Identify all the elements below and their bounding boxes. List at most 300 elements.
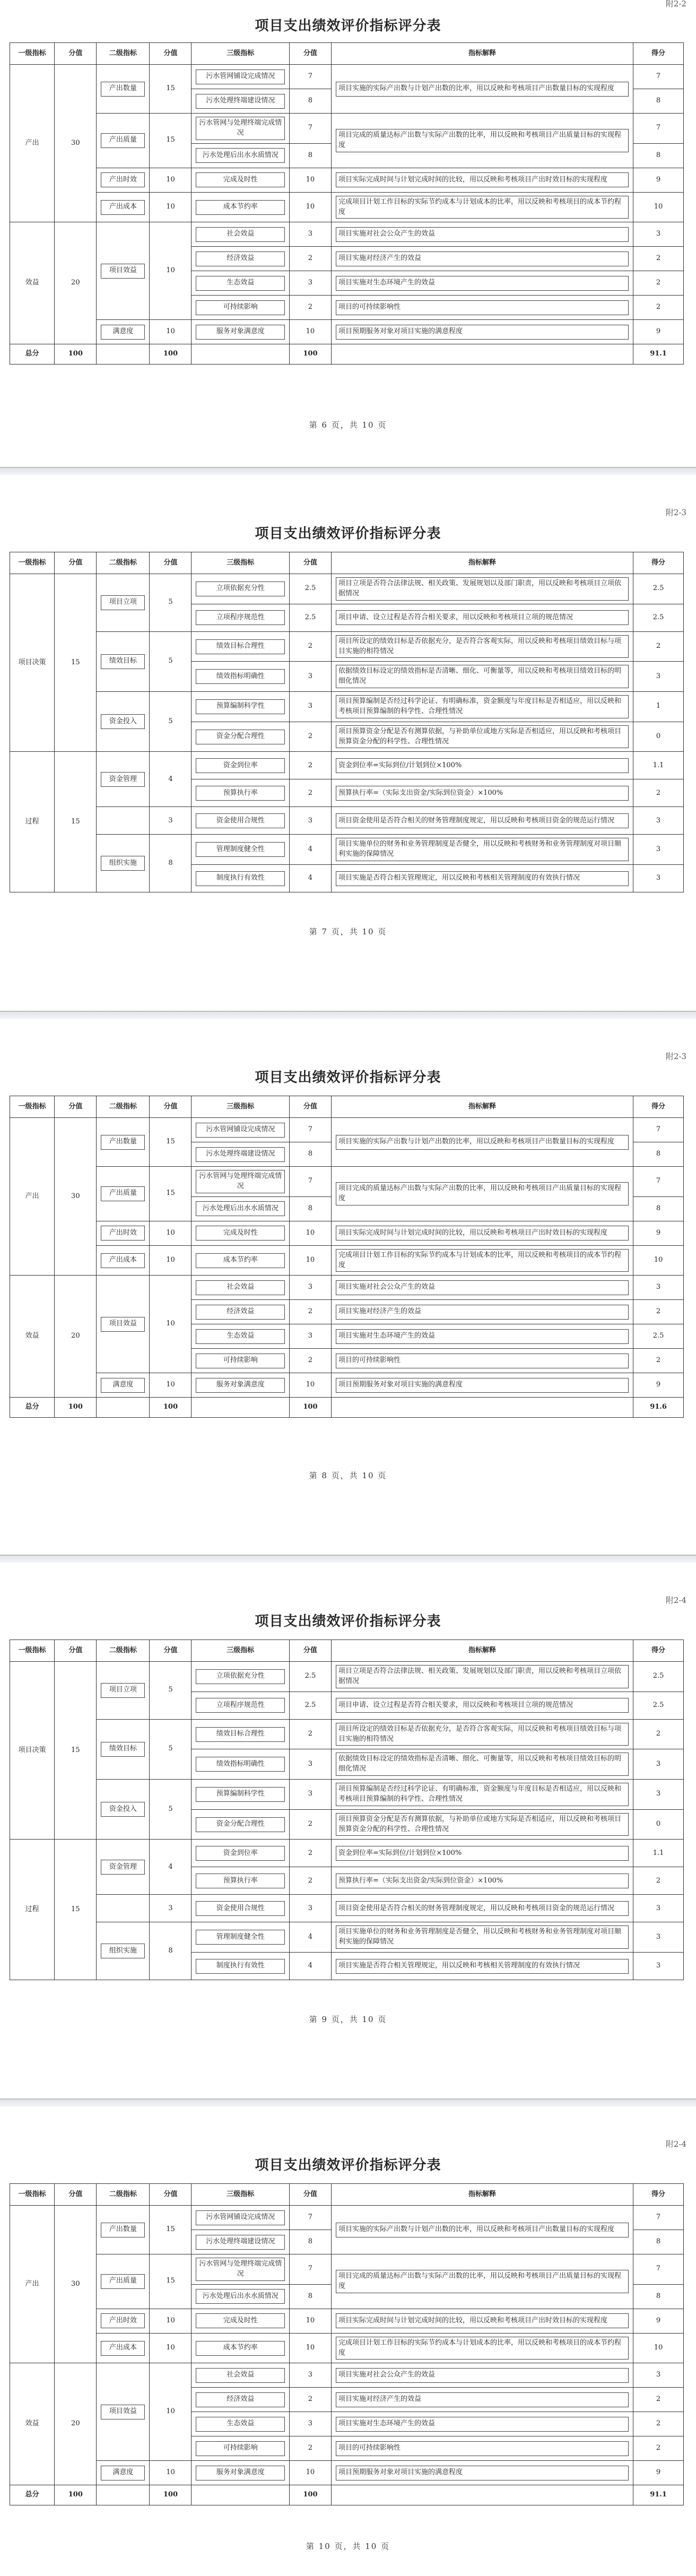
header-cell: 二级指标 [97,1640,150,1662]
level3-box: 立项程序规范性 [196,1698,284,1713]
explanation-box: 项目实际完成时间与计划完成时间的比较，用以反映和考核项目产出时效目标的实现程度 [336,172,629,187]
level3-score: 8 [289,1142,331,1167]
table-row [10,1922,684,1953]
level3-box: 污水管网与处理终端完成情况 [196,2258,284,2281]
score-value: 0 [633,1809,684,1840]
level1-score: 20 [55,1276,97,1398]
header-cell: 分值 [55,43,97,65]
score-value: 9 [633,320,684,344]
level1-score: 15 [55,574,97,752]
score-value: 1.1 [633,1840,684,1867]
level3-box: 成本节约率 [196,2341,284,2356]
indicator-explanation [331,604,633,631]
total-row [10,344,684,365]
level3-score: 2 [289,296,331,320]
level3-score: 3 [289,2412,331,2436]
level3-box: 可持续影响 [196,2441,284,2456]
total-empty [192,1398,289,1418]
indicator-explanation [331,752,633,779]
page-footer: 第 10 页，共 10 页 [306,2542,390,2551]
level2-indicator [97,1719,150,1779]
total-label: 总分 [10,2485,55,2505]
level2-score: 5 [150,1780,192,1840]
level2-box: 组织实施 [101,1944,145,1958]
level3-indicator [192,722,289,752]
header-cell: 分值 [289,43,331,65]
page-1 [0,0,696,467]
level2-indicator [97,692,150,752]
table-row [10,1167,684,1197]
score-value: 7 [633,2206,684,2230]
level2-indicator [97,168,150,192]
score-value: 2 [633,1300,684,1324]
level1-indicator: 过程 [10,1840,55,1980]
level3-indicator [192,752,289,779]
level3-indicator [192,1167,289,1197]
header-cell: 指标解释 [331,2184,633,2206]
indicator-explanation [331,1840,633,1867]
level2-indicator [97,1167,150,1221]
header-cell: 二级指标 [97,2184,150,2206]
level1-indicator: 产出 [10,1118,55,1276]
indicator-explanation [331,1749,633,1780]
explanation-box: 项目的可持续影响性 [336,2441,629,2456]
level2-box: 产出时效 [101,172,145,187]
level3-box: 绩效目标合理性 [196,639,284,654]
level3-indicator [192,1300,289,1324]
score-value: 9 [633,2461,684,2485]
explanation-box: 项目实施单位的财务和业务管理制度是否健全，用以反映和考核财务和业务管理制度对项目顺利实施的保障情况 [336,838,629,861]
explanation-box: 完成项目计划工作目标的实际节约成本与计划成本的比率，用以反映和考核项目的成本节约程度 [336,196,629,219]
level3-indicator [192,2461,289,2485]
level3-score: 10 [289,192,331,222]
explanation-box: 资金到位率=实际到位/计划到位×100% [336,758,629,773]
level3-indicator [192,807,289,835]
level1-score: 30 [55,1118,97,1276]
explanation-box: 项目实施对社会公众产生的效益 [336,2368,629,2383]
level2-score: 5 [150,574,192,632]
level3-score: 2 [289,1840,331,1867]
level3-indicator [192,574,289,604]
header-cell: 分值 [289,552,331,574]
level3-box: 可持续影响 [196,1354,284,1368]
level3-score: 2 [289,1719,331,1749]
level2-score: 15 [150,1167,192,1221]
indicator-explanation [331,1324,633,1349]
level3-box: 社会效益 [196,227,284,242]
level3-box: 污水管网铺设完成情况 [196,70,284,84]
level2-box: 产出数量 [101,1135,145,1150]
explanation-box: 项目所设定的绩效目标是否依据充分，是否符合客观实际，用以反映和考核项目绩效目标与项目实施的相符情况 [336,635,629,658]
level3-box: 污水管网铺设完成情况 [196,1123,284,1138]
level2-indicator [97,1895,150,1922]
level1-indicator: 效益 [10,1276,55,1398]
explanation-box: 项目的可持续影响性 [336,300,629,315]
score-value: 2.5 [633,1662,684,1692]
level1-indicator: 效益 [10,222,55,344]
level3-box: 立项依据充分性 [196,582,284,596]
level3-indicator [192,1245,289,1276]
attachment-label: 附2-2 [665,0,686,8]
score-value: 8 [633,1142,684,1167]
level3-indicator [192,692,289,722]
level2-score: 8 [150,835,192,892]
score-value: 2 [633,271,684,296]
indicator-explanation [331,1373,633,1398]
level3-indicator [192,1142,289,1167]
level3-box: 成本节约率 [196,1253,284,1268]
level3-indicator [192,296,289,320]
indicator-explanation [331,1953,633,1980]
table-row [10,2309,684,2333]
table-row [10,1662,684,1692]
level1-score: 15 [55,752,97,892]
level2-box: 产出质量 [101,2274,145,2289]
explanation-box: 项目完成的质量达标产出数与实际产出数的比率，用以反映和考核项目产出质量目标的实现程度 [336,1182,629,1205]
explanation-box: 项目实施的实际产出数与计划产出数的比率，用以反映和考核项目产出数量目标的实现程度 [336,1135,629,1150]
level2-score: 15 [150,1118,192,1167]
header-cell: 分值 [55,1640,97,1662]
level3-box: 绩效目标合理性 [196,1727,284,1742]
level1-score: 30 [55,65,97,222]
indicator-explanation [331,865,633,892]
level3-indicator [192,662,289,692]
level3-box: 资金到位率 [196,1846,284,1861]
explanation-box: 项目申请、设立过程是否符合相关要求，用以反映和考核项目立项的规范情况 [336,1698,629,1713]
table-row [10,2363,684,2388]
level2-indicator [97,2333,150,2363]
level2-box: 产出时效 [101,2313,145,2328]
table-row [10,2254,684,2285]
level3-indicator [192,1662,289,1692]
indicator-explanation [331,2388,633,2412]
score-value: 2 [633,2436,684,2461]
score-value: 10 [633,192,684,222]
level2-indicator [97,1276,150,1373]
explanation-box: 项目实施对经济产生的效益 [336,2392,629,2407]
total-v3: 100 [289,1398,331,1418]
level3-indicator [192,2284,289,2309]
table-row [10,2333,684,2363]
indicator-explanation [331,65,633,114]
level3-box: 预算编制科学性 [196,1787,284,1802]
indicator-explanation [331,1167,633,1221]
explanation-box: 项目立项是否符合法律法规、相关政策、发展规划以及部门职责，用以反映和考核项目立项依据情况 [336,1665,629,1688]
explanation-box: 项目完成的质量达标产出数与实际产出数的比率，用以反映和考核项目产出质量目标的实现程度 [336,2270,629,2293]
table-title: 项目支出绩效评价指标评分表 [255,1070,441,1086]
level2-score: 3 [150,1895,192,1922]
explanation-box: 预算执行率=（实际支出资金/实际到位资金）×100% [336,1874,629,1888]
indicator-explanation [331,2412,633,2436]
level3-indicator [192,247,289,271]
table-row [10,168,684,192]
total-empty [97,1398,150,1418]
level3-indicator [192,1780,289,1810]
level3-box: 生态效益 [196,2417,284,2432]
score-value: 1.1 [633,752,684,779]
page-4 [0,1563,696,2098]
total-v3: 100 [289,2485,331,2505]
indicator-explanation [331,631,633,662]
indicator-explanation [331,574,633,604]
level2-score: 15 [150,65,192,114]
level3-score: 2 [289,631,331,662]
indicator-explanation [331,271,633,296]
level3-score: 8 [289,2230,331,2254]
explanation-box: 项目实施是否符合相关管理规定，用以反映和考核相关管理制度的有效执行情况 [336,1959,629,1974]
level3-score: 8 [289,143,331,168]
explanation-box: 项目申请、设立过程是否符合相关要求，用以反映和考核项目立项的规范情况 [336,610,629,625]
level3-indicator [192,1349,289,1373]
level2-score: 15 [150,2254,192,2309]
explanation-box: 项目预算资金分配是否有测算依据，与补助单位或地方实际是否相适应，用以反映和考核项目预算资金分配的科学性、合理性情况 [336,725,629,749]
attachment-label: 附2-3 [665,1052,686,1061]
table-row [10,1221,684,1245]
level3-score: 2.5 [289,1692,331,1719]
level3-score: 10 [289,1245,331,1276]
level3-indicator [192,2388,289,2412]
score-table [10,42,684,365]
level2-score: 3 [150,807,192,835]
score-value: 8 [633,2230,684,2254]
level3-indicator [192,1922,289,1953]
level3-indicator [192,1809,289,1840]
score-value: 7 [633,1118,684,1142]
level2-box: 产出成本 [101,2341,145,2356]
level2-box: 产出成本 [101,200,145,215]
level3-indicator [192,1840,289,1867]
header-row [10,1096,684,1118]
indicator-explanation [331,1221,633,1245]
table-row [10,114,684,144]
explanation-box: 项目所设定的绩效目标是否依据充分，是否符合客观实际，用以反映和考核项目绩效目标与项目实施的相符情况 [336,1723,629,1746]
level3-box: 污水处理后出水水质情况 [196,1201,284,1216]
score-value: 1 [633,692,684,722]
level2-box: 资金投入 [101,1802,145,1817]
level3-score: 7 [289,2206,331,2230]
level3-score: 2 [289,1809,331,1840]
level3-score: 10 [289,1373,331,1398]
level2-box: 产出时效 [101,1226,145,1241]
table-row [10,65,684,89]
level3-score: 3 [289,1276,331,1300]
explanation-box: 项目预算编制是否经过科学论证、有明确标准，资金额度与年度目标是否相适应，用以反映和考核项目预算编制的科学性、合理性情况 [336,695,629,718]
score-value: 3 [633,1953,684,1980]
table-row [10,1895,684,1922]
level3-box: 污水处理后出水水质情况 [196,2289,284,2304]
level3-score: 2 [289,752,331,779]
indicator-explanation [331,320,633,344]
level1-score: 15 [55,1840,97,1980]
level3-box: 污水管网与处理终端完成情况 [196,1170,284,1193]
level3-indicator [192,2230,289,2254]
level2-indicator [97,222,150,320]
indicator-explanation [331,1118,633,1167]
header-cell: 得分 [633,552,684,574]
explanation-box: 项目实施对经济产生的效益 [336,1305,629,1320]
level3-score: 7 [289,1167,331,1197]
explanation-box: 项目的可持续影响性 [336,1354,629,1368]
table-row [10,1780,684,1810]
level2-score: 4 [150,752,192,807]
score-value: 9 [633,1221,684,1245]
level3-indicator [192,604,289,631]
total-empty [331,344,633,365]
level2-box: 满意度 [101,2466,145,2480]
score-value: 2 [633,2412,684,2436]
level3-indicator [192,835,289,865]
level3-score: 3 [289,1780,331,1810]
level2-box: 产出质量 [101,1186,145,1201]
level3-score: 4 [289,835,331,865]
level2-indicator [97,1221,150,1245]
page-footer: 第 7 页，共 10 页 [309,927,387,936]
level3-indicator [192,1749,289,1780]
level2-indicator [97,2206,150,2254]
total-v2: 100 [150,1398,192,1418]
level3-score: 3 [289,662,331,692]
table-row [10,192,684,222]
explanation-box: 项目预期服务对象对项目实施的满意程度 [336,1378,629,1393]
table-row [10,574,684,604]
level2-score: 10 [150,2333,192,2363]
indicator-explanation [331,114,633,168]
level3-box: 资金使用合规性 [196,1901,284,1916]
level3-indicator [192,1118,289,1142]
level3-box: 生态效益 [196,1329,284,1344]
score-value: 2 [633,247,684,271]
level3-indicator [192,1221,289,1245]
explanation-box: 项目资金使用是否符合相关的财务管理制度规定，用以反映和考核项目资金的规范运行情况 [336,813,629,828]
indicator-explanation [331,835,633,865]
level3-indicator [192,631,289,662]
level3-score: 3 [289,222,331,247]
level2-indicator [97,192,150,222]
level2-indicator [97,320,150,344]
table-row [10,222,684,247]
table-row [10,2461,684,2485]
score-table [10,2183,684,2505]
level3-box: 管理制度健全性 [196,1930,284,1945]
header-cell: 三级指标 [192,552,289,574]
indicator-explanation [331,168,633,192]
indicator-explanation [331,692,633,722]
level3-box: 预算编制科学性 [196,699,284,714]
explanation-box: 项目完成的质量达标产出数与实际产出数的比率，用以反映和考核项目产出质量目标的实现程度 [336,129,629,152]
header-cell: 分值 [150,552,192,574]
level3-box: 服务对象满意度 [196,1378,284,1393]
total-empty [331,1398,633,1418]
score-value: 3 [633,835,684,865]
level1-indicator: 项目决策 [10,574,55,752]
level2-box: 产出数量 [101,82,145,97]
header-cell: 三级指标 [192,1640,289,1662]
level3-indicator [192,271,289,296]
table-title: 项目支出绩效评价指标评分表 [255,1614,441,1629]
level3-box: 资金分配合理性 [196,1817,284,1832]
explanation-box: 项目实际完成时间与计划完成时间的比较，用以反映和考核项目产出时效目标的实现程度 [336,1226,629,1241]
level3-score: 8 [289,89,331,114]
score-value: 2 [633,779,684,807]
level3-score: 3 [289,1749,331,1780]
indicator-explanation [331,1692,633,1719]
total-empty [192,2485,289,2505]
score-value: 0 [633,722,684,752]
level2-indicator [97,574,150,632]
level1-score: 20 [55,222,97,344]
level3-score: 3 [289,1895,331,1922]
level2-indicator [97,2309,150,2333]
level3-box: 预算执行率 [196,1874,284,1888]
level2-score: 10 [150,1245,192,1276]
level3-box: 制度执行有效性 [196,871,284,886]
score-value: 3 [633,1780,684,1810]
level1-score: 15 [55,1662,97,1840]
level3-score: 3 [289,1324,331,1349]
table-row [10,692,684,722]
level2-box: 资金管理 [101,772,145,787]
level2-score: 10 [150,168,192,192]
level1-indicator: 项目决策 [10,1662,55,1840]
level2-box: 绩效目标 [101,654,145,669]
level3-box: 资金使用合规性 [196,813,284,828]
table-row [10,1373,684,1398]
level3-box: 完成及时性 [196,172,284,187]
indicator-explanation [331,192,633,222]
total-empty [97,344,150,365]
level2-box: 项目效益 [101,1317,145,1332]
table-row [10,752,684,779]
level3-score: 10 [289,2461,331,2485]
level3-indicator [192,1276,289,1300]
level2-box: 项目立项 [101,595,145,610]
score-value: 7 [633,2254,684,2285]
level2-indicator [97,807,150,835]
level2-box: 项目效益 [101,264,145,279]
explanation-box: 资金到位率=实际到位/计划到位×100% [336,1846,629,1861]
explanation-box: 项目实施对社会公众产生的效益 [336,1280,629,1295]
level2-box: 满意度 [101,1378,145,1393]
level3-score: 2 [289,722,331,752]
header-cell: 一级指标 [10,1096,55,1118]
page-3 [0,1019,696,1555]
level2-indicator [97,2254,150,2309]
score-value: 2.5 [633,604,684,631]
score-value: 3 [633,1276,684,1300]
level3-box: 污水处理终端建设情况 [196,1147,284,1162]
level3-score: 2 [289,1349,331,1373]
total-label: 总分 [10,1398,55,1418]
page-2 [0,475,696,1011]
header-cell: 分值 [289,1096,331,1118]
level2-indicator [97,1840,150,1895]
header-row [10,2184,684,2206]
score-value: 2.5 [633,1324,684,1349]
score-value: 7 [633,65,684,89]
indicator-explanation [331,247,633,271]
total-v3: 100 [289,344,331,365]
level3-score: 10 [289,2309,331,2333]
level3-score: 4 [289,1953,331,1980]
level2-box: 产出质量 [101,133,145,148]
level3-score: 10 [289,168,331,192]
indicator-explanation [331,1719,633,1749]
score-value: 2.5 [633,574,684,604]
level3-score: 2.5 [289,574,331,604]
level3-box: 社会效益 [196,1280,284,1295]
level3-indicator [192,1692,289,1719]
level3-box: 经济效益 [196,251,284,266]
